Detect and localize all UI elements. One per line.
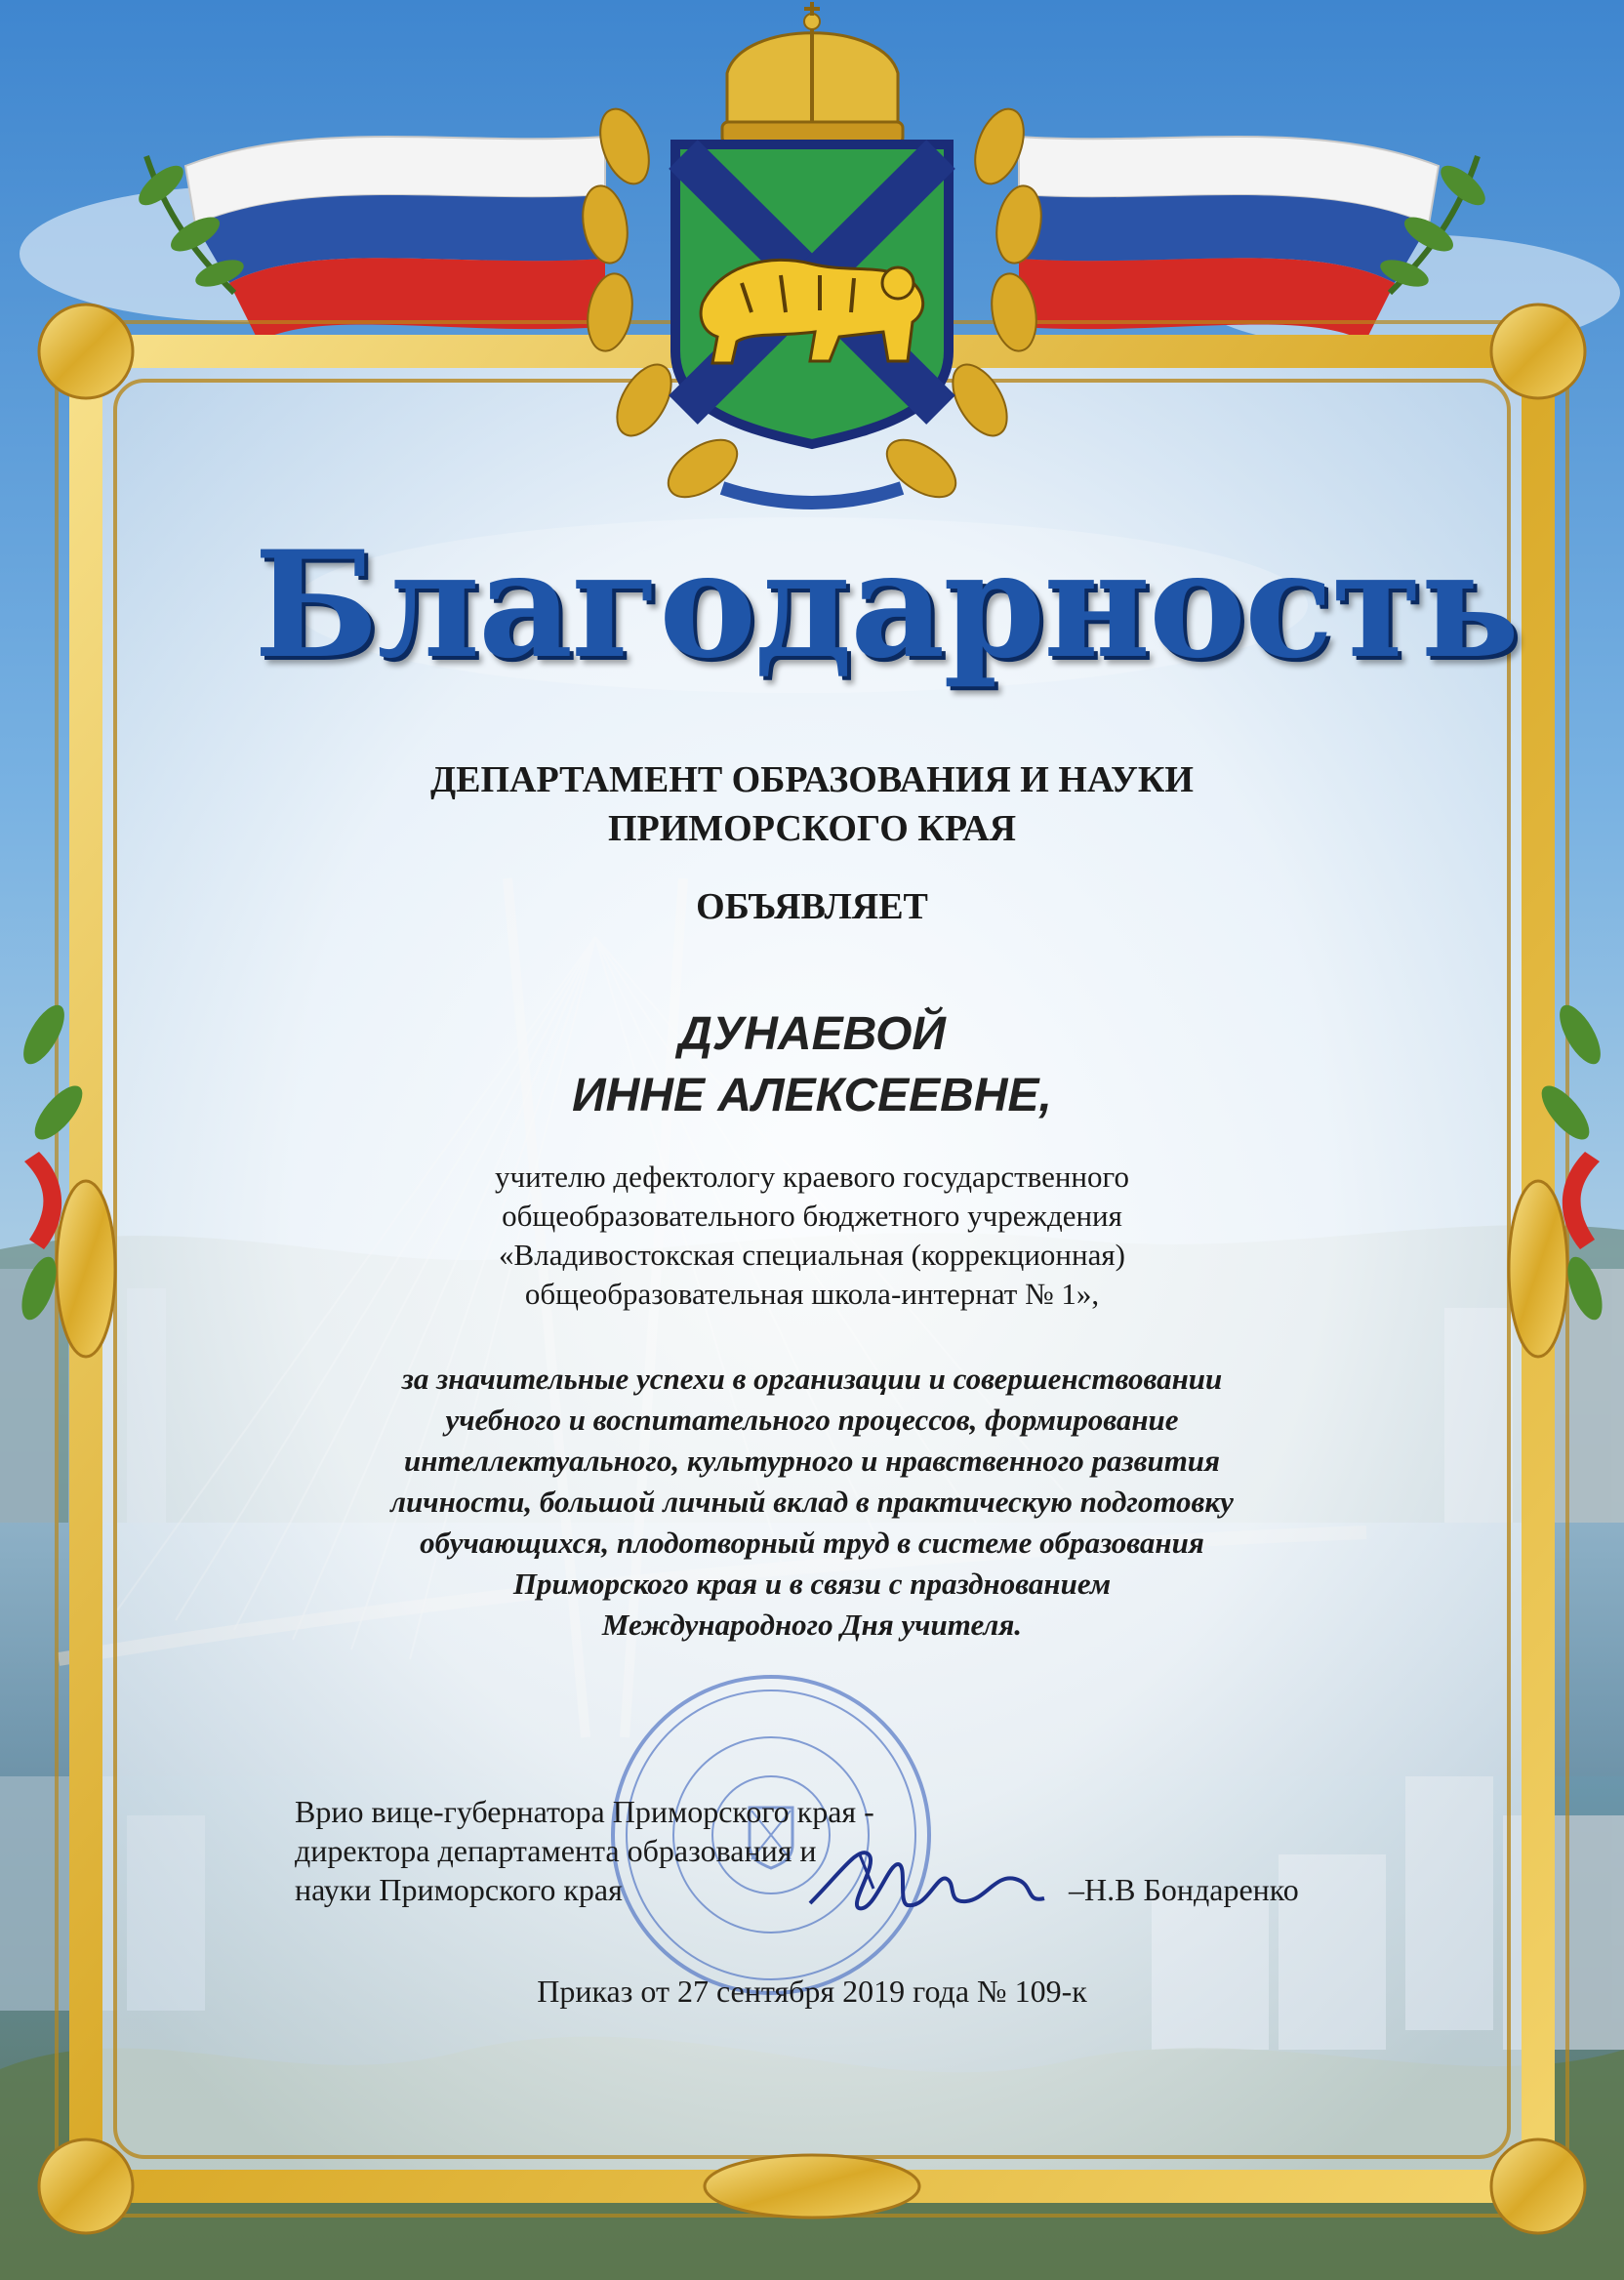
position-line: учителю дефектологу краевого государственного xyxy=(495,1160,1129,1194)
announces-label: ОБЪЯВЛЯЕТ xyxy=(696,886,928,927)
reason-line: личности, большой личный вклад в практическую подготовку xyxy=(390,1485,1234,1519)
position-line: общеобразовательного бюджетного учреждения xyxy=(502,1199,1122,1233)
reason-line: Приморского края и в связи с празднованием xyxy=(512,1567,1112,1601)
organization-line-1: ДЕПАРТАМЕНТ ОБРАЗОВАНИЯ И НАУКИ xyxy=(430,759,1194,800)
handwritten-signature xyxy=(800,1835,1074,1923)
position-line: «Владивостокская специальная (коррекционная) xyxy=(499,1238,1125,1272)
tiger-icon xyxy=(701,260,923,363)
position-line: общеобразовательная школа-интернат № 1», xyxy=(524,1277,1100,1311)
reason-line: учебного и воспитательного процессов, формирование xyxy=(445,1403,1179,1437)
signatory-name: –Н.В Бондаренко xyxy=(1069,1872,1299,1907)
certificate-title: Благодарность xyxy=(254,519,1519,691)
signatory-title-line: науки Приморского края xyxy=(295,1872,623,1907)
recipient-given-names: ИННЕ АЛЕКСЕЕВНЕ, xyxy=(572,1070,1052,1121)
signatory-title-line: Врио вице-губернатора Приморского края - xyxy=(295,1794,874,1829)
recipient-surname: ДУНАЕВОЙ xyxy=(678,1008,946,1060)
reason-line: обучающихся, плодотворный труд в системе образования xyxy=(420,1526,1204,1560)
reason-line: за значительные успехи в организации и совершенствовании xyxy=(401,1362,1223,1396)
reason-line: интеллектуального, культурного и нравственного развития xyxy=(403,1444,1221,1478)
organization-line-2: ПРИМОРСКОГО КРАЯ xyxy=(607,808,1017,849)
order-reference: Приказ от 27 сентября 2019 года № 109-к xyxy=(537,1974,1087,2009)
signatory-title-line: директора департамента образования и xyxy=(295,1833,817,1868)
reason-line: Международного Дня учителя. xyxy=(601,1608,1023,1642)
